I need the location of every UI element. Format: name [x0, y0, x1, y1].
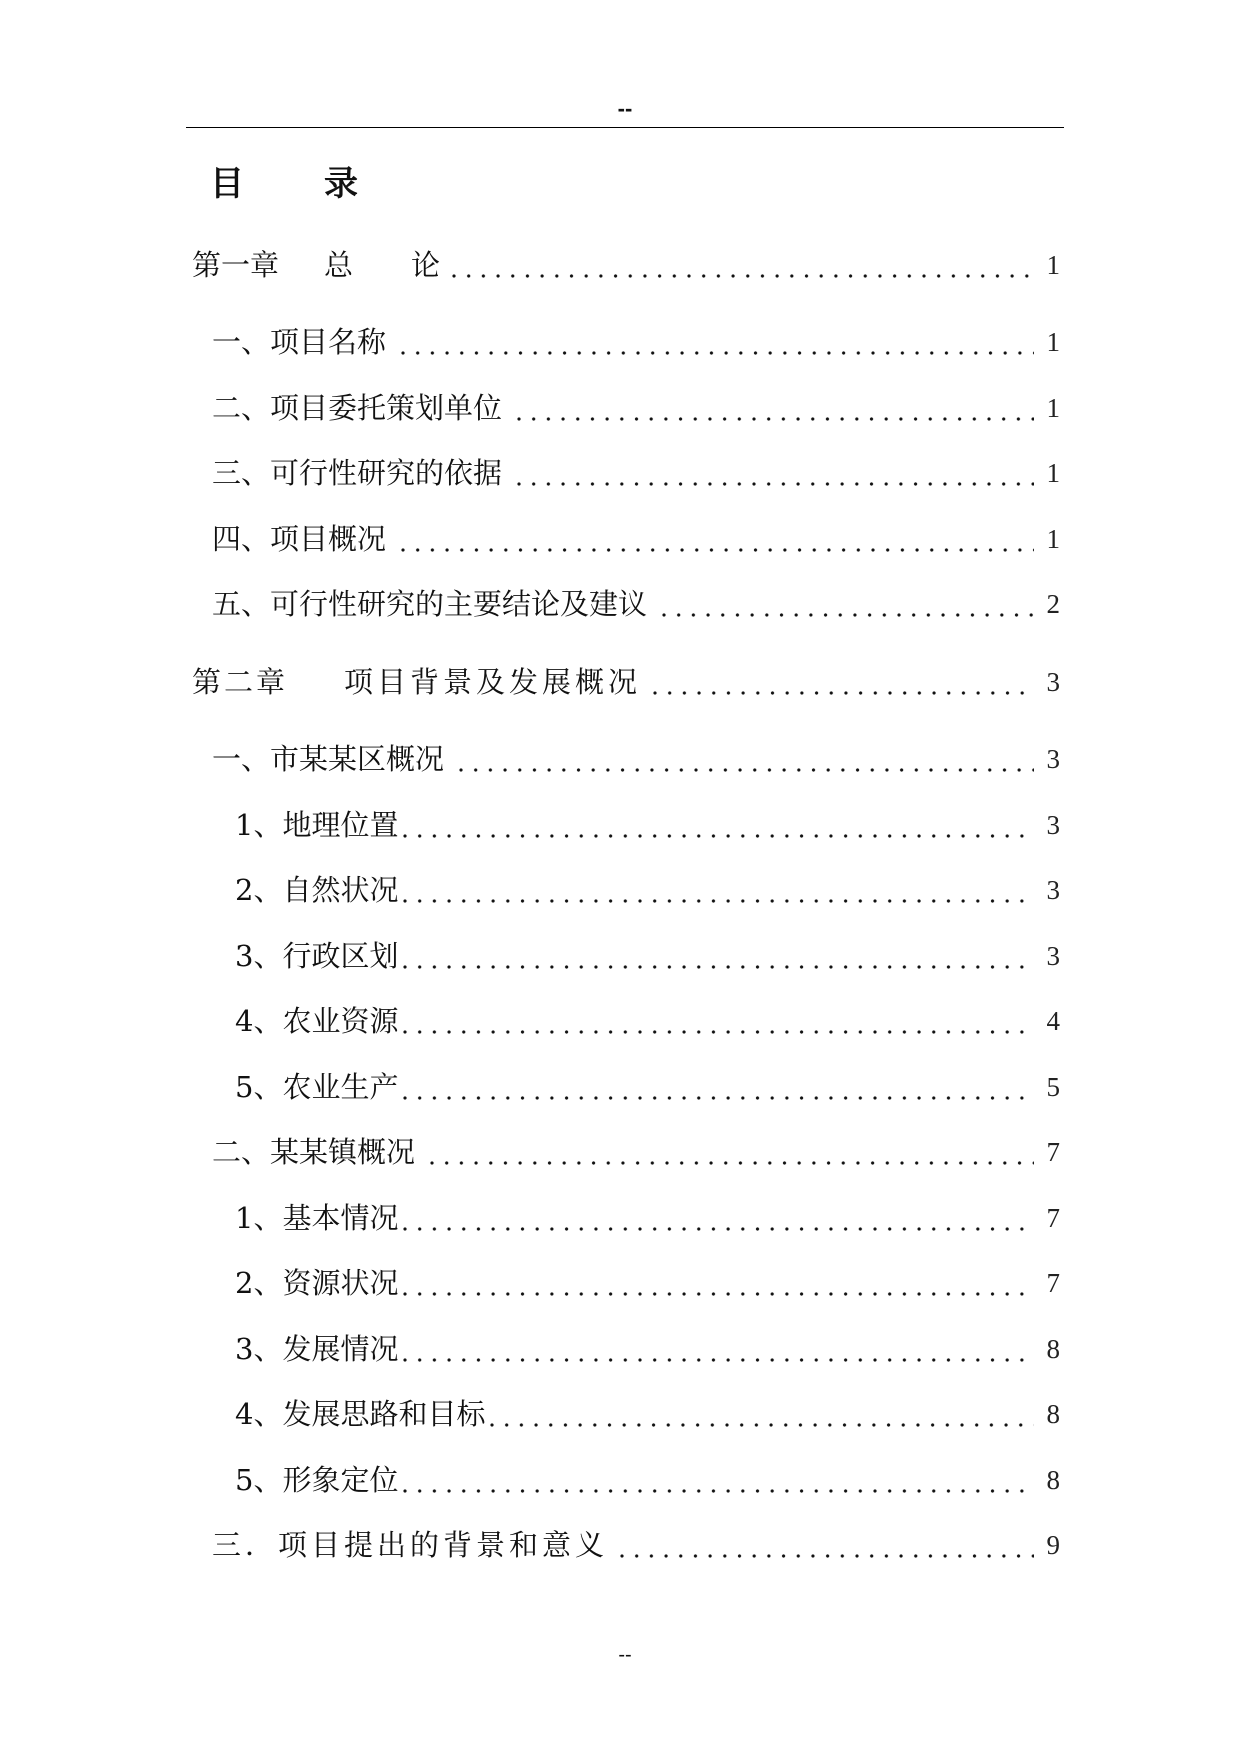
dot-leader	[403, 965, 1034, 969]
dot-leader	[620, 1554, 1034, 1558]
toc-section-entry	[192, 1513, 1060, 1579]
toc-subsection-entry	[192, 1447, 1060, 1513]
toc-subsection-entry	[192, 1185, 1060, 1251]
toc-page-number: 8	[1046, 1333, 1060, 1364]
toc-section-entry	[192, 727, 1060, 793]
toc-section-entry	[192, 375, 1060, 441]
toc-page-number: 3	[1046, 875, 1060, 906]
toc-page-number: 1	[1046, 458, 1060, 489]
toc-subsection-label: 2、资源状况	[235, 1266, 399, 1301]
dot-leader	[459, 768, 1034, 772]
chapter-number: 第一章	[192, 247, 280, 282]
toc-subsection-entry	[192, 989, 1060, 1055]
dot-leader	[662, 613, 1034, 617]
toc-page-number: 2	[1046, 589, 1060, 620]
toc-page-number: 3	[1046, 666, 1060, 697]
dot-leader	[403, 1358, 1034, 1362]
toc-chapter-entry	[192, 220, 1060, 310]
toc-chapter-entry	[192, 637, 1060, 727]
toc-subsection-entry	[192, 1316, 1060, 1382]
toc-page-number: 7	[1046, 1268, 1060, 1299]
toc-section-label: 四、项目概况	[212, 521, 387, 556]
toc-section-entry	[192, 1120, 1060, 1186]
toc-section-label: 一、项目名称	[212, 325, 387, 360]
toc-page-number: 5	[1046, 1071, 1060, 1102]
dot-leader	[403, 899, 1034, 903]
toc-section-entry	[192, 310, 1060, 376]
toc-subsection-entry	[192, 792, 1060, 858]
toc-section-label: 五、可行性研究的主要结论及建议	[212, 587, 648, 622]
toc-subsection-label: 3、发展情况	[235, 1331, 399, 1366]
dot-leader	[517, 482, 1034, 486]
toc-page-number: 4	[1046, 1006, 1060, 1037]
dot-leader	[452, 274, 1034, 278]
toc-subsection-entry	[192, 858, 1060, 924]
dot-leader	[403, 1030, 1034, 1034]
chapter-number: 第二章	[192, 664, 289, 699]
toc-subsection-label: 4、发展思路和目标	[235, 1397, 486, 1432]
dot-leader	[403, 1292, 1034, 1296]
toc-section-label: 二、项目委托策划单位	[212, 390, 503, 425]
toc-chapter-label	[192, 665, 641, 699]
toc-subsection-label: 2、自然状况	[235, 873, 399, 908]
toc-page-number: 7	[1046, 1202, 1060, 1233]
toc-subsection-entry	[192, 1382, 1060, 1448]
toc-section-entry	[192, 441, 1060, 507]
page-header-mark: --	[617, 96, 633, 121]
dot-leader	[490, 1423, 1034, 1427]
dot-leader	[403, 1227, 1034, 1231]
toc-subsection-label: 4、农业资源	[235, 1004, 399, 1039]
toc-section-label: 三．项目提出的背景和意义	[212, 1528, 609, 1563]
dot-leader	[401, 548, 1034, 552]
toc-section-label: 二、某某镇概况	[212, 1135, 416, 1170]
toc-title: 目 录	[210, 164, 362, 204]
dot-leader	[403, 1096, 1034, 1100]
dot-leader	[430, 1161, 1034, 1165]
dot-leader	[403, 1489, 1034, 1493]
toc-page-number: 3	[1046, 940, 1060, 971]
toc-page-number: 3	[1046, 744, 1060, 775]
toc-subsection-label: 5、农业生产	[235, 1069, 399, 1104]
chapter-title: 总 论	[324, 247, 441, 282]
toc-subsection-entry	[192, 1054, 1060, 1120]
toc-page-number: 3	[1046, 809, 1060, 840]
dot-leader	[653, 691, 1034, 695]
toc-subsection-label: 3、行政区划	[235, 938, 399, 973]
toc-page-number: 1	[1046, 249, 1060, 280]
toc-subsection-label: 1、地理位置	[235, 807, 399, 842]
toc-subsection-entry	[192, 1251, 1060, 1317]
toc-section-label: 一、市某某区概况	[212, 742, 445, 777]
toc-page-number: 7	[1046, 1137, 1060, 1168]
toc-subsection-label: 5、形象定位	[235, 1462, 399, 1497]
toc-subsection-entry	[192, 923, 1060, 989]
toc-subsection-label: 1、基本情况	[235, 1200, 399, 1235]
table-of-contents	[192, 220, 1060, 1578]
toc-page-number: 1	[1046, 392, 1060, 423]
toc-page-number: 8	[1046, 1399, 1060, 1430]
dot-leader	[403, 834, 1034, 838]
toc-page-number: 1	[1046, 327, 1060, 358]
toc-section-entry	[192, 506, 1060, 572]
page-footer-mark: --	[618, 1644, 632, 1666]
toc-page-number: 1	[1046, 523, 1060, 554]
dot-leader	[401, 351, 1034, 355]
toc-section-label: 三、可行性研究的依据	[212, 456, 503, 491]
header-rule	[186, 127, 1064, 128]
toc-chapter-label	[192, 248, 440, 282]
chapter-title: 项目背景及发展概况	[344, 664, 642, 699]
toc-section-entry	[192, 572, 1060, 638]
toc-page-number: 8	[1046, 1464, 1060, 1495]
toc-page-number: 9	[1046, 1530, 1060, 1561]
dot-leader	[517, 417, 1034, 421]
